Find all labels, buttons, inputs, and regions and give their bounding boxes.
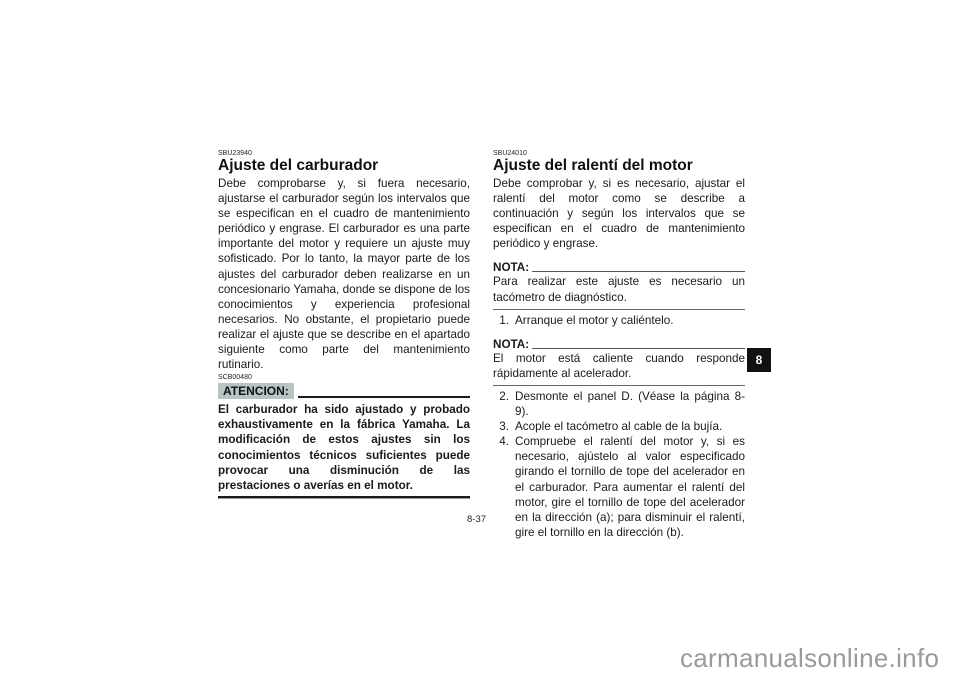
section-code: SBU23940 xyxy=(218,150,252,157)
note-header xyxy=(493,337,745,351)
section-heading-carburador: Ajuste del carburador xyxy=(218,157,379,174)
steps-list xyxy=(493,389,745,540)
watermark: carmanualsonline.info xyxy=(680,643,940,673)
list-item xyxy=(493,434,745,540)
note-label: NOTA: xyxy=(493,261,530,275)
page-number: 8-37 xyxy=(467,514,487,525)
step-text: Arranque el motor y caliéntelo. xyxy=(515,313,674,327)
warning-text: El carburador ha sido ajustado y probado exhaustivamente en la fábrica Yamaha. La modificación de estos ajustes sin los conocimientos técnicos suficientes puede provocar una disminución de las prestaciones o averías en el motor. xyxy=(218,403,470,492)
steps-list xyxy=(493,313,745,328)
section-code: SBU24010 xyxy=(493,150,527,157)
step-number: 1. xyxy=(499,313,509,327)
left-column xyxy=(218,150,470,498)
warning-rule xyxy=(298,396,470,398)
step-number: 2. xyxy=(499,389,509,403)
note-end-rule xyxy=(493,385,745,386)
note-rule xyxy=(532,271,745,272)
warning-code: SCB00480 xyxy=(218,374,252,382)
step-text: Desmonte el panel D. (Véase la página 8-9). xyxy=(515,389,745,419)
right-column xyxy=(493,150,745,540)
warning-header xyxy=(218,382,470,399)
note-end-rule xyxy=(493,309,745,310)
note-rule xyxy=(532,348,745,349)
note-text: El motor está caliente cuando responde rápidamente al acelerador. xyxy=(493,351,745,380)
step-text: Acople el tacómetro al cable de la bujía. xyxy=(515,420,723,434)
note-text: Para realizar este ajuste es necesario un tacómetro de diagnóstico. xyxy=(493,275,745,304)
list-item xyxy=(493,419,745,434)
list-item xyxy=(493,313,745,328)
warning-end-rule xyxy=(218,496,470,498)
section-paragraph: Debe comprobarse y, si fuera necesario, ajustarse el carburador según los intervalos que se especifican en el cuadro de mantenimiento periódico y engrase. El carburador es una parte importante del motor y requiere un ajuste muy sofisticado. Por lo tanto, la mayor parte de los ajustes del carburador deben realizarse en un concesionario Yamaha, donde se dispone de los conocimientos y experiencia profesional necesarios. No obstante, el propietario puede realizar el ajuste que se describe en el apartado siguiente como parte del mantenimiento rutinario. xyxy=(218,177,470,372)
step-number: 3. xyxy=(499,420,509,434)
note-header xyxy=(493,260,745,274)
list-item xyxy=(493,389,745,419)
section-heading-ralenti: Ajuste del ralentí del motor xyxy=(493,157,693,174)
chapter-tab: 8 xyxy=(747,348,771,372)
warning-label: ATENCION: xyxy=(218,383,294,399)
note-label: NOTA: xyxy=(493,337,530,351)
step-number: 4. xyxy=(499,435,509,449)
step-text: Compruebe el ralentí del motor y, si es necesario, ajústelo al valor especificado girando el tornillo de tope del acelerador en el carburador. Para aumentar el ralentí del motor, gire el tornillo de tope del acelerador en la dirección (a); para disminuir el ralentí, gire el tornillo en la dirección (b). xyxy=(515,435,745,539)
section-paragraph: Debe comprobar y, si es necesario, ajustar el ralentí del motor como se describe a continuación y según los intervalos que se especifican en el cuadro de mantenimiento periódico y engrase. xyxy=(493,177,745,251)
